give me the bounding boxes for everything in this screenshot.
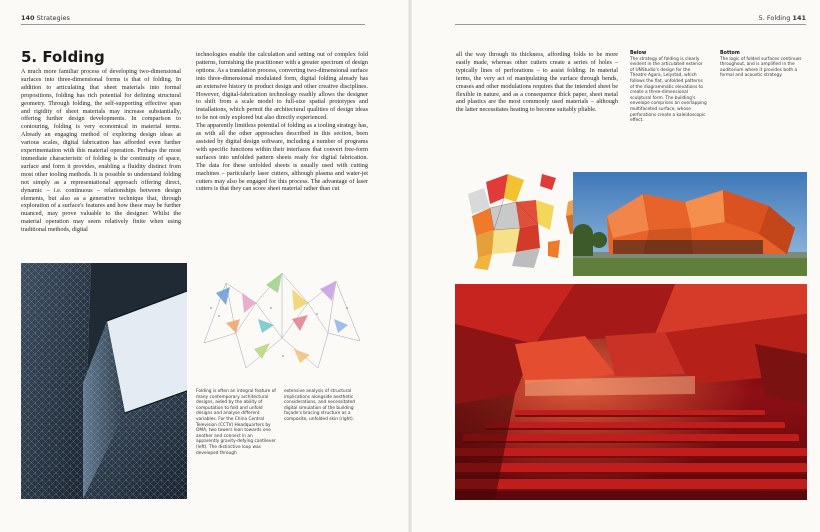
- auditorium-illustration: [455, 284, 807, 500]
- caption-below: [630, 51, 708, 124]
- caption-below-text: The strategy of folding is clearly evident in the articulated exterior of UNStudio's design for the Theatre Agora, Lelystad, which follows the flat, unfolded patterns of the diagrammatic elevations to create a three-dimensional sculptural form. The building's envelope comprises an overlapping multifaceted surface, whose perforations create a kaleidoscopic effect.: [630, 56, 707, 124]
- body-column-3: all the way through its thickness, affording folds to be more easily made, whereas other cutters create a series of holes – typically lines of perforations – to assist folding. In material terms, the very act of manipulating the surface through bends, creases and other modulations requires that the intended sheet be flexible in nature, and as a consequence thick paper, sheet metal and plastics are the most commonly used materials – although the latter necessitates heating to become suitably pliable.: [456, 51, 618, 114]
- cctv-tower-photo: [21, 263, 187, 499]
- left-folio: [21, 14, 70, 22]
- cctv-tower-illustration: [21, 263, 187, 499]
- auditorium-photo: [455, 284, 807, 500]
- header-rule-right: [455, 24, 806, 25]
- unfolded-skin-drawing: [196, 263, 368, 381]
- unfolded-facade-diagram: [196, 263, 368, 381]
- section-title: 5. Folding: [21, 48, 105, 66]
- unfolded-pattern-diagram: [464, 170, 562, 274]
- body-column-2: technologies enable the calculation and setting out of complex fold patterns, furnishing the practitioner with a greater spectrum of design options. As a translation process, converting two-dimensional surface into three-dimensional modulated form, digital folding already has an extensive history in product design and other creative disciplines. However, digital-fabrication technology readily allows the designer to shift from a scale model to full-size spatial prototypes and installations, which permit the architectural qualities of design ideas to be not only explored but also directly experienced. The apparently limitless potential of folding as a tooling strategy has, as with all the other approaches described in this section, been assisted by digital design software, including a number of programs with specific functions within their interfaces that convert free-form surfaces into unfolded pattern sheets ready for digital fabrication. The data for these unfolded sheets is usually used with cutting machines – particularly laser cutters, although plasma and water-jet cutters may also be engaged for this process. The advantage of laser cutters is that they can score sheet material rather than cut: [196, 51, 369, 193]
- body-column-1: A much more familiar process of developing two-dimensional surfaces into three-dimensional forms is that of folding. In addition to articulating that sheet materials into formal propositions, folding has rich potential for defining structural geometry. Through folding, the self-supporting effective span and rigidity of sheet materials may increase substantially, offering further design developments. In comparison to contouring, folding is very economical in material terms. Already an engaging method of exploring design ideas at various scales, digital fabrication has afforded even further experimentation with this material operation. Perhaps the most immediate characteristic of folding is the continuity of space, surface and form it provides, enabling a fluidity distinct from most other tooling methods. It is possible to understand folding not simply as a representational approach offering direct, dynamic – i.e. continuous – relationships between design elements, but also as a generative technique that, through exploration of a surface's features and how these may be further nuanced, may prove valuable to the designer. Whilst the material operation may seem relatively finite when using traditional methods, digital: [21, 68, 181, 234]
- caption-bottom-text: The logic of folded surfaces continues throughout, and is amplified in the auditorium where it provides both a formal and acoustic strategy.: [720, 56, 802, 79]
- running-head-left: Strategies: [36, 14, 70, 22]
- caption-bottom-head: Bottom: [720, 51, 740, 56]
- caption-bottom: [720, 51, 802, 79]
- header-rule-left: [21, 24, 365, 25]
- theatre-exterior-illustration: [573, 172, 807, 276]
- caption-cctv-right: extensive analysis of structural implications alongside aesthetic considerations, and necessitated digital simulation of the building façade's bracing structure as a composite, unfolded skin (right).: [284, 389, 355, 422]
- right-page: [410, 0, 820, 532]
- page-number-left: 140: [21, 14, 35, 22]
- unfolded-pattern-drawing: [464, 170, 562, 274]
- theatre-agora-exterior-photo: [573, 172, 807, 276]
- right-folio: [759, 14, 806, 22]
- caption-cctv-left: Folding is often an integral feature of many contemporary architectural designs, aided by the ability of computation to fold and unfold designs and analyse different variables. For the China Central Television (CCTV) Headquarters by OMA, two towers lean towards one another and connect in an apparently gravity-defying cantilever (left). The distinctive loop was developed through: [196, 389, 276, 456]
- running-head-right: 5. Folding: [758, 14, 791, 22]
- caption-below-head: Below: [630, 51, 647, 56]
- page-number-right: 141: [792, 14, 806, 22]
